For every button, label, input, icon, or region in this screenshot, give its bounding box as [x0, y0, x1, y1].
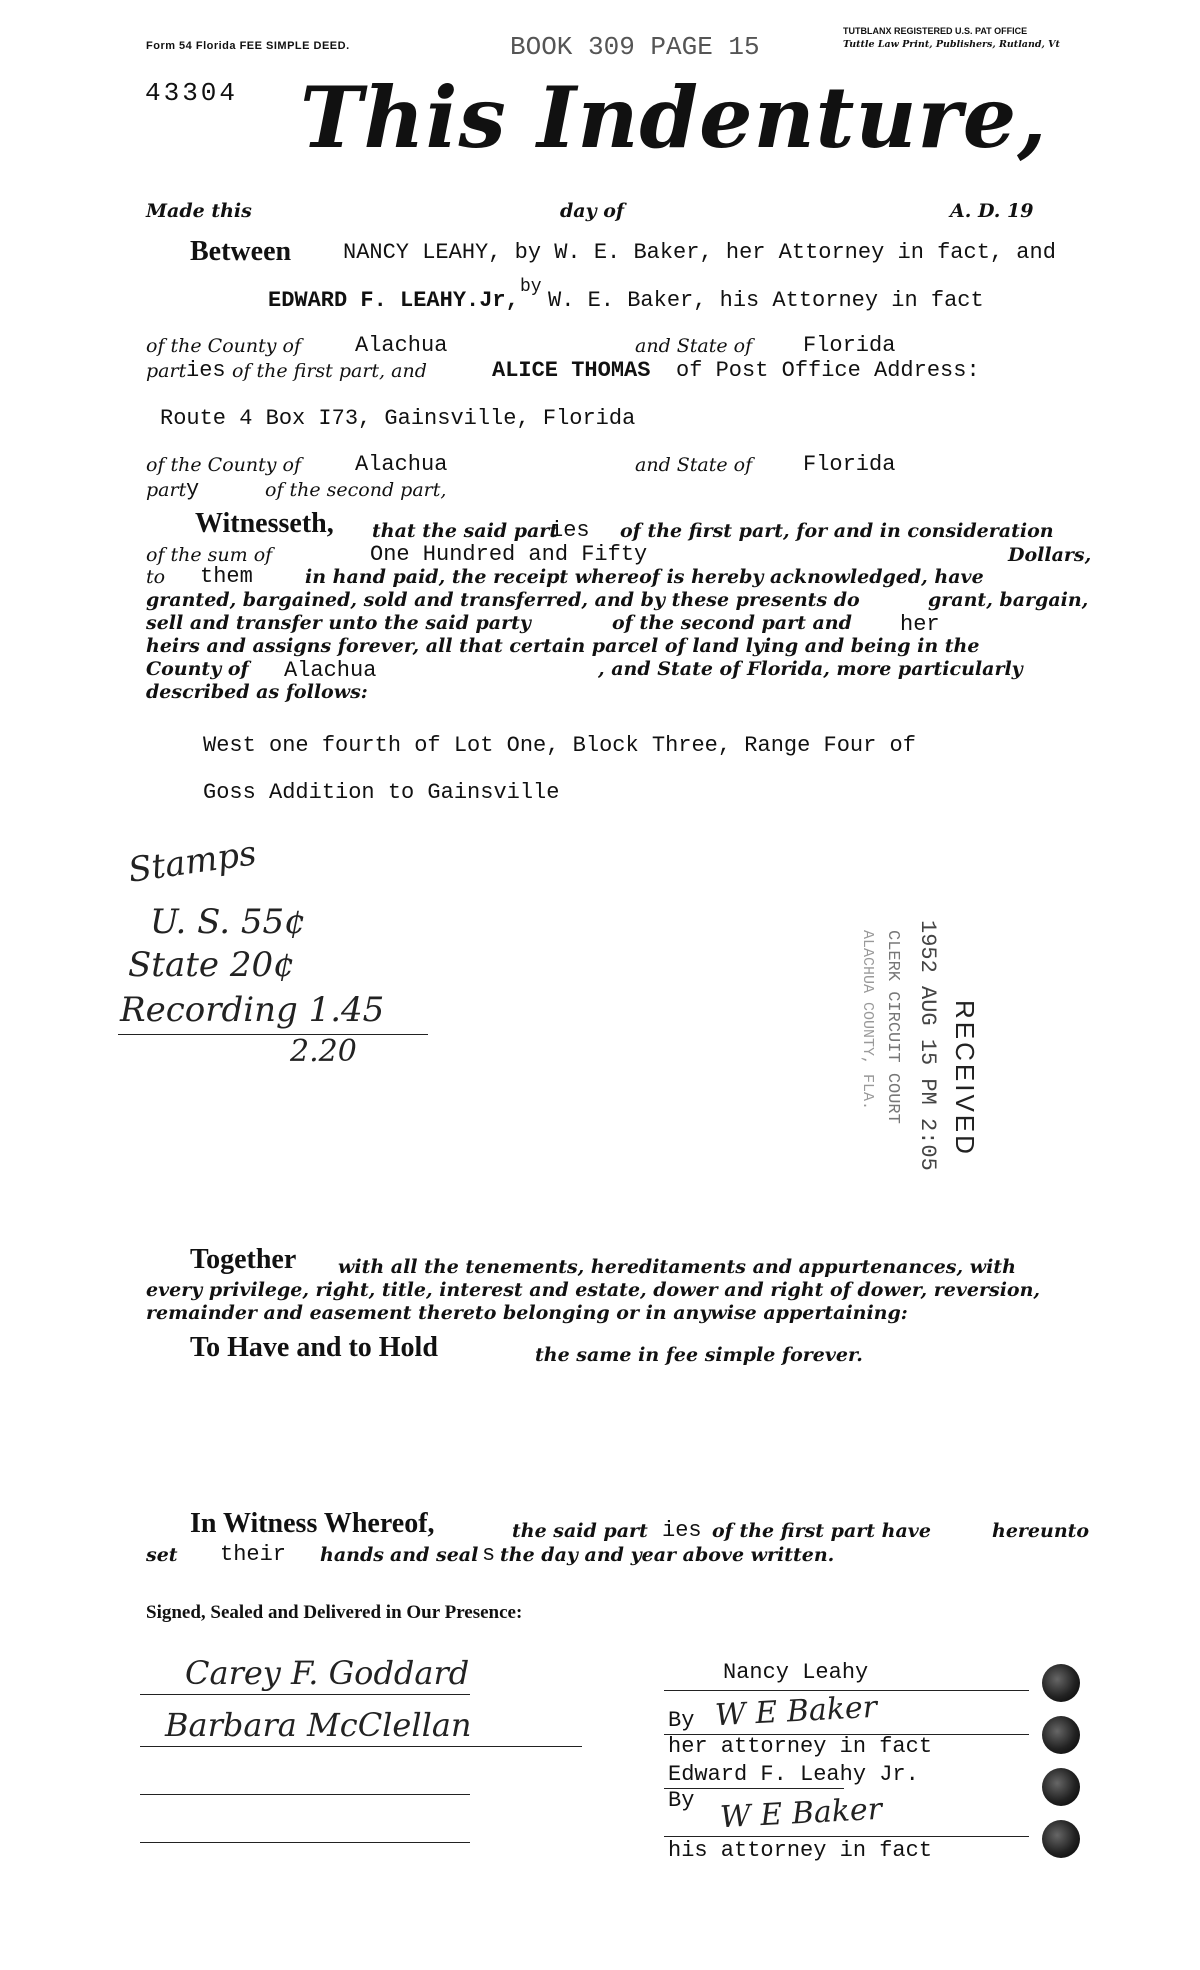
legal-description-line-1: West one fourth of Lot One, Block Three, Range Four of [203, 733, 916, 758]
made-this-label: Made this [146, 200, 252, 222]
between-line-2-rest: W. E. Baker, his Attorney in fact [548, 288, 984, 313]
stamps-note-line-1: Stamps [125, 833, 259, 891]
second-state-value: Florida [803, 452, 896, 477]
party-second-part-label: of the second part, [265, 479, 447, 501]
together-label: Together [190, 1244, 297, 1275]
consideration-amount: One Hundred and Fifty [370, 542, 648, 567]
legal-description-line-2: Goss Addition to Gainsville [203, 780, 560, 805]
witness-line-1 [140, 1694, 470, 1695]
day-of-label: day of [560, 200, 625, 222]
witnesseth-l5a: sell and transfer unto the said party [146, 612, 531, 634]
grantor-line-4 [664, 1836, 1029, 1837]
in-witness-l1c: of the first part have [712, 1520, 931, 1542]
parties-prefix: part [146, 360, 187, 382]
first-state-value: Florida [803, 333, 896, 358]
second-county-value: Alachua [355, 452, 448, 477]
stamps-note-line-3: State 20¢ [128, 945, 295, 985]
received-stamp [820, 920, 980, 1180]
witnesseth-l2c: Dollars, [1008, 544, 1092, 566]
in-witness-l2c: hands [320, 1544, 384, 1566]
received-stamp-line-2: 1952 AUG 15 PM 2:05 [915, 920, 940, 1171]
witnesseth-l4b: grant, bargain, [928, 589, 1089, 611]
document-number: 43304 [145, 78, 239, 108]
witnesseth-l5c: her [900, 612, 940, 637]
seal-icon [1042, 1716, 1080, 1754]
witnesseth-l7c: , and State of Florida, more particularly [598, 658, 1023, 680]
grantor-by-1: By [668, 1708, 695, 1733]
between-line-1: NANCY LEAHY, by W. E. Baker, her Attorney in fact, and [343, 240, 1056, 265]
in-witness-l2a: set [146, 1544, 178, 1566]
book-page-stamp: BOOK 309 PAGE 15 [510, 32, 760, 62]
received-stamp-line-1: RECEIVED [950, 1000, 980, 1157]
witnesseth-label: Witnesseth, [195, 508, 334, 539]
first-county-value: Alachua [355, 333, 448, 358]
in-witness-l2e: s [482, 1542, 496, 1567]
witness-line-3 [140, 1794, 470, 1795]
in-witness-l1d: hereunto [992, 1520, 1090, 1542]
publisher-line-1: TUTBLANX REGISTERED U.S. PAT OFFICE [843, 26, 1028, 36]
witnesseth-l5b: of the second part and [612, 612, 852, 634]
stamps-note-underline [118, 1034, 428, 1035]
witness-signature-1: Carey F. Goddard [185, 1654, 470, 1692]
between-by-superscript: by [520, 277, 542, 297]
in-witness-l2d: and seal [390, 1544, 479, 1566]
stamps-note-total: 2.20 [290, 1034, 357, 1069]
together-l2: every privilege, right, title, interest and estate, dower and right of dower, reversion, [146, 1279, 1041, 1301]
between-label: Between [190, 236, 292, 267]
document-title: This Indenture, [300, 68, 1048, 167]
witness-line-2 [140, 1746, 582, 1747]
witnesseth-l3a: to [146, 566, 166, 588]
witnesseth-l8: described as follows: [146, 681, 368, 703]
witnesseth-l3c: in hand paid, the receipt whereof is hereby acknowledged, have [305, 566, 984, 588]
between-line-2-name: EDWARD F. LEAHY.Jr, [268, 288, 519, 313]
together-l1: with all the tenements, hereditaments and appurtenances, with [338, 1256, 1016, 1278]
grantor-role-1: her attorney in fact [668, 1734, 933, 1759]
seal-icon [1042, 1768, 1080, 1806]
grantor-by-2: By [668, 1788, 695, 1813]
witnesseth-l2a: of the sum of [146, 544, 273, 566]
second-county-label: of the County of [146, 454, 301, 476]
in-witness-l1a: the said part [512, 1520, 648, 1542]
second-state-label: and State of [635, 454, 753, 476]
habendum-text: the same in fee simple forever. [535, 1344, 863, 1366]
witnesseth-l1a: that the said part [372, 520, 559, 542]
witnesseth-l1c: of the first part, for and in consideration [620, 520, 1054, 542]
witness-line-4 [140, 1842, 470, 1843]
first-county-label: of the County of [146, 335, 301, 357]
together-l3: remainder and easement thereto belonging or in anywise appertaining: [146, 1302, 908, 1324]
stamps-note-line-2: U. S. 55¢ [150, 902, 306, 942]
first-state-label: and State of [635, 335, 753, 357]
in-witness-l2f: the day and year above written. [500, 1544, 835, 1566]
grantor-role-2: his attorney in fact [668, 1838, 933, 1863]
witnesseth-l1b: ies [550, 518, 590, 543]
received-stamp-line-4: ALACHUA COUNTY, FLA. [859, 930, 876, 1111]
grantor-name-1: Nancy Leahy [723, 1660, 869, 1685]
in-witness-l2b: their [220, 1542, 287, 1567]
grantee-name: ALICE THOMAS [492, 358, 651, 383]
in-witness-l1b: ies [662, 1518, 702, 1543]
witnesseth-l6: heirs and assigns forever, all that certain parcel of land lying and being in the [146, 635, 980, 657]
received-stamp-line-3: CLERK CIRCUIT COURT [883, 930, 902, 1124]
witnesseth-l7a: County of [146, 658, 249, 680]
seal-icon [1042, 1820, 1080, 1858]
grantor-signature-2: W E Baker [719, 1791, 883, 1836]
parties-suffix: ies [186, 358, 226, 383]
address-label: of Post Office Address: [676, 358, 980, 383]
grantor-name-2: Edward F. Leahy Jr. [668, 1762, 919, 1787]
habendum-label: To Have and to Hold [190, 1332, 438, 1363]
witnesseth-l4a: granted, bargained, sold and transferred, and by these presents do [146, 589, 860, 611]
witnesseth-l3b: them [200, 564, 253, 589]
signed-sealed-label: Signed, Sealed and Delivered in Our Presence: [146, 1602, 523, 1623]
seal-icon [1042, 1664, 1080, 1702]
witnesseth-l7b: Alachua [284, 658, 377, 683]
parties-first-part-label: of the first part, and [232, 360, 427, 382]
in-witness-label: In Witness Whereof, [190, 1508, 435, 1539]
ad-year-label: A. D. 19 [950, 200, 1034, 222]
grantee-address: Route 4 Box I73, Gainsville, Florida [160, 406, 636, 431]
stamps-note-line-4: Recording 1.45 [120, 990, 385, 1030]
party-suffix: y [186, 477, 200, 502]
grantor-signature-1: W E Baker [714, 1689, 878, 1734]
publisher-line-2: Tuttle Law Print, Publishers, Rutland, Vt [843, 39, 1060, 50]
party-prefix: part [146, 479, 187, 501]
form-label: Form 54 Florida FEE SIMPLE DEED. [146, 40, 350, 52]
witness-signature-2: Barbara McClellan [165, 1706, 472, 1744]
